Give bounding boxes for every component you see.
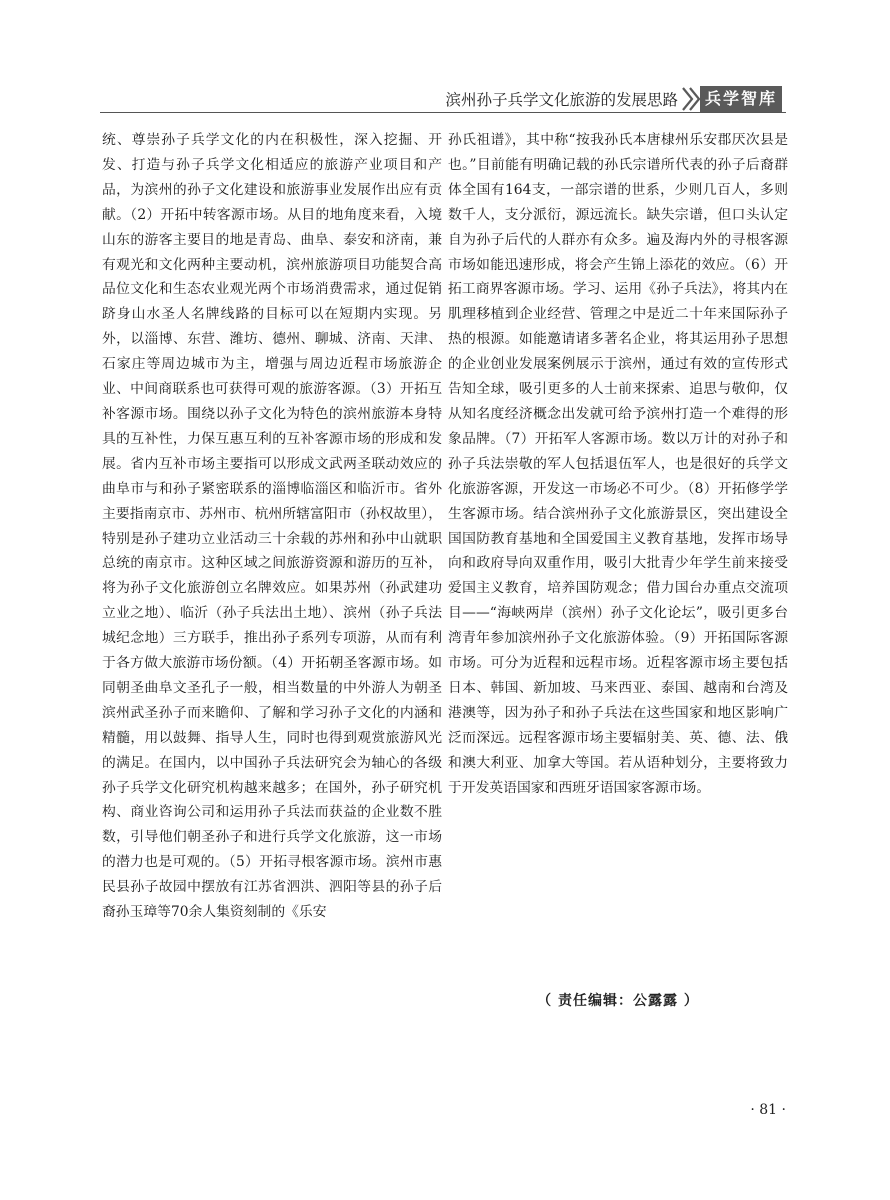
text-column-right — [448, 128, 788, 800]
page-number: · 81 · — [750, 1102, 786, 1118]
text-column-left — [102, 128, 442, 925]
editor-credit: （ 责任编辑：公露露 ） — [537, 993, 699, 1009]
body-paragraph-left: 统、尊崇孙子兵学文化的内在积极性，深入挖掘、开发、打造与孙子兵学文化相适应的旅游产业项目和产品，为滨州的孙子文化建设和旅游事业发展作出应有贡献。（2）开拓中转客源市场。从目的地角度来看，入境山东的游客主要目的地是青岛、曲阜、泰安和济南，兼有观光和文化两种主要动机，滨州旅游项目功能契合高品位文化和生态农业观光两个市场消费需求，通过促销跻身山水圣人名牌线路的目标可以在短期内实现。另外，以淄博、东营、潍坊、德州、聊城、济南、天津、石家庄等周边城市为主，增强与周边近程市场旅游企业、中间商联系也可获得可观的旅游客源。（3）开拓互补客源市场。围绕以孙子文化为特色的滨州旅游本身特具的互补性，力保互惠互利的互补客源市场的形成和发展。省内互补市场主要指可以形成文武两圣联动效应的曲阜市与和孙子紧密联系的淄博临淄区和临沂市。省外主要指南京市、苏州市、杭州所辖富阳市（孙权故里），特别是孙子建功立业活动三十余载的苏州和孙中山就职总统的南京市。这种区域之间旅游资源和游历的互补，将为孙子文化旅游创立名牌效应。如果苏州（孙武建功立业之地）、临沂（孙子兵法出土地）、滨州（孙子兵法城纪念地）三方联手，推出孙子系列专项游，从而有利于各方做大旅游市场份额。（4）开拓朝圣客源市场。如同朝圣曲阜文圣孔子一般，相当数量的中外游人为朝圣滨州武圣孙子而来瞻仰、了解和学习孙子文化的内涵和精髓，用以鼓舞、指导人生，同时也得到观赏旅游风光的满足。在国内，以中国孙子兵法研究会为轴心的各级孙子兵学文化研究机构越来越多；在国外，孙子研究机构、商业咨询公司和运用孙子兵法而获益的企业数不胜数，引导他们朝圣孙子和进行兵学文化旅游，这一市场的潜力也是可观的。（5）开拓寻根客源市场。滨州市惠民县孙子故园中摆放有江苏省泗洪、泗阳等县的孙子后裔孙玉璋等70余人集资刻制的《乐安 — [102, 132, 442, 921]
running-header-title: 滨州孙子兵学文化旅游的发展思路 — [445, 91, 678, 109]
section-badge: 兵学智库 — [700, 86, 782, 112]
running-header — [0, 86, 890, 114]
header-divider — [100, 112, 786, 113]
body-paragraph-right: 孙氏祖谱》，其中称“按我孙氏本唐棣州乐安郡厌次县是也。”目前能有明确记载的孙氏宗谱所代表的孙子后裔群体全国有164支，一部宗谱的世系，少则几百人，多则数千人，支分派衍，源远流长。缺失宗谱，但口头认定自为孙子后代的人群亦有众多。遍及海内外的寻根客源市场如能迅速形成，将会产生锦上添花的效应。（6）开拓工商界客源市场。学习、运用《孙子兵法》，将其内在肌理移植到企业经营、管理之中是近二十年来国际孙子热的根源。如能邀请诸多著名企业，将其运用孙子思想的企业创业发展案例展示于滨州，通过有效的宣传形式告知全球，吸引更多的人士前来探索、追思与敬仰，仅从知名度经济概念出发就可给予滨州打造一个难得的形象品牌。（7）开拓军人客源市场。数以万计的对孙子和孙子兵法崇敬的军人包括退伍军人，也是很好的兵学文化旅游客源，开发这一市场必不可少。（8）开拓修学学生客源市场。结合滨州孙子文化旅游景区，突出建设全国国防教育基地和全国爱国主义教育基地，发挥市场导向和政府导向双重作用，吸引大批青少年学生前来接受爱国主义教育，培养国防观念；借力国台办重点交流项目——“海峡两岸（滨州）孙子文化论坛”，吸引更多台湾青年参加滨州孙子文化旅游体验。（9）开拓国际客源市场。可分为近程和远程市场。近程客源市场主要包括日本、韩国、新加坡、马来西亚、泰国、越南和台湾及港澳等，因为孙子和孙子兵法在这些国家和地区影响广泛而深远。远程客源市场主要辐射美、英、德、法、俄和澳大利亚、加拿大等国。若从语种划分，主要将致力于开发英语国家和西班牙语国家客源市场。 — [448, 132, 788, 796]
